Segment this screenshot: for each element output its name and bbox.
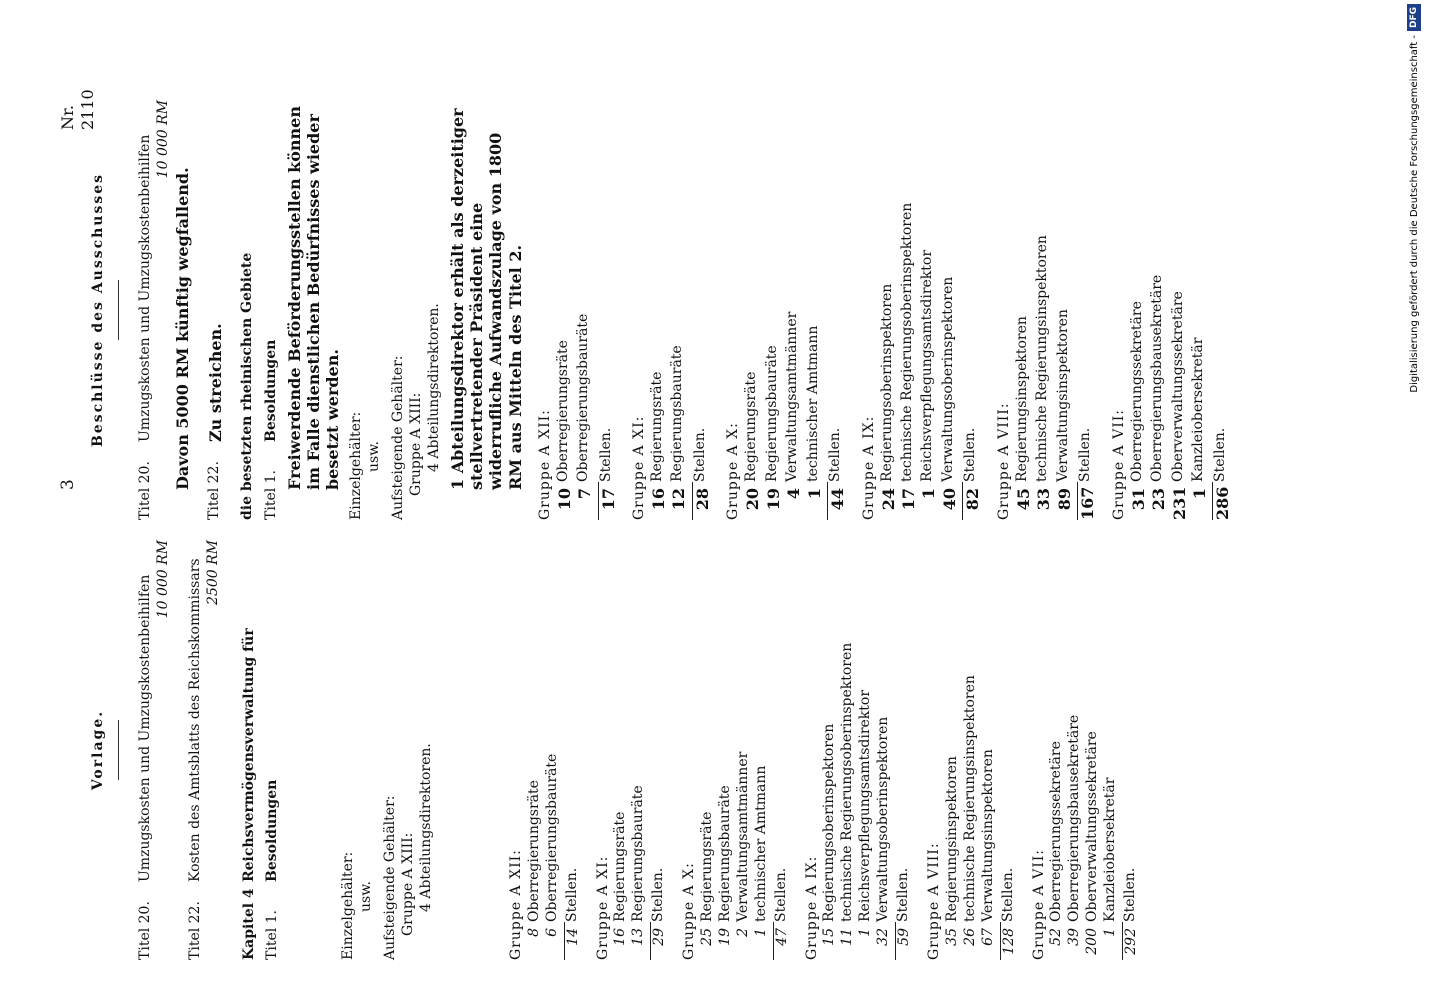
total-count: 14	[564, 922, 583, 960]
item-title: Reichsverpflegungsamtsdirektor	[857, 689, 874, 922]
kapitel-row	[241, 540, 259, 960]
item-title: Regierungsräte	[743, 371, 760, 482]
group-item	[821, 540, 839, 960]
total-count: 44	[827, 482, 848, 520]
item-count: 1	[919, 488, 939, 500]
total-label: Stellen.	[895, 867, 912, 922]
group-title: Gruppe A X:	[681, 862, 698, 960]
item-count: 40	[939, 488, 959, 511]
zulage-note: 1 Abteilungsdirektor erhält als derzeitiger stellvertretender Präsident eine widerrufliche Aufwandszulage von 1800 RM aus Mitteln des Titel 2.	[448, 108, 525, 490]
item-title: Regierungsräte	[699, 811, 716, 922]
einzel-label: Einzelgehälter:	[348, 411, 365, 520]
titel-label: Titel 22.	[205, 461, 222, 520]
group-item	[630, 540, 648, 960]
aufsteigend-label: Aufsteigende Gehälter:	[382, 795, 399, 960]
group-item	[1066, 540, 1084, 960]
item-title: Regierungsräte	[648, 371, 665, 482]
item-count: 25	[699, 928, 716, 946]
item-title: technische Regierungsoberinspektoren	[899, 202, 915, 482]
item-title: Regierungsoberinspektoren	[821, 723, 838, 922]
item-title: Oberregierungsräte	[554, 340, 571, 482]
item-count: 32	[875, 928, 892, 946]
item-count: 89	[1054, 488, 1074, 511]
salary-group	[804, 540, 914, 960]
item-title: Regierungsinspektoren	[1013, 316, 1030, 482]
total-label: Stellen.	[1077, 427, 1094, 482]
group-item	[1034, 100, 1054, 520]
titel-20-row	[137, 100, 173, 520]
group-total	[1000, 540, 1019, 960]
group-item	[805, 100, 825, 520]
titel-text: Zu streichen.	[205, 323, 225, 442]
item-count: 67	[979, 928, 996, 946]
total-count: 59	[895, 922, 914, 960]
salary-group	[861, 100, 984, 520]
column-heading: Beschlüsse des Ausschusses	[90, 172, 106, 448]
item-count: 45	[1013, 488, 1033, 511]
column-heading: Vorlage.	[90, 709, 106, 791]
heading-rule	[118, 280, 119, 340]
item-title: Regierungsbauräte	[669, 345, 686, 482]
salary-group	[681, 540, 791, 960]
item-title: Regierungsräte	[612, 811, 629, 922]
titel-label: Titel 20.	[136, 901, 153, 960]
item-title: Oberregierungsräte	[525, 780, 542, 922]
titel-1-row	[263, 100, 281, 520]
item-count: 16	[612, 928, 629, 946]
group-item	[699, 540, 717, 960]
titel-label: Titel 20.	[136, 461, 153, 520]
group-item	[1055, 100, 1075, 520]
group-item	[1129, 100, 1149, 520]
item-title: technische Regierungsinspektoren	[961, 675, 978, 922]
item-title: Verwaltungsamtmänner	[784, 311, 801, 482]
group-title: Gruppe A XI:	[594, 855, 611, 960]
item-title: Regierungsbauräte	[716, 785, 733, 922]
group-total	[895, 540, 914, 960]
total-label: Stellen.	[1212, 427, 1229, 482]
total-label: Stellen.	[597, 427, 614, 482]
salary-group	[537, 100, 619, 520]
item-title: technischer Amtmann	[752, 765, 769, 922]
group-item	[735, 540, 753, 960]
group-item	[1190, 100, 1210, 520]
item-count: 15	[821, 928, 838, 946]
group-item	[526, 540, 544, 960]
group-item	[784, 100, 804, 520]
item-count: 200	[1084, 928, 1101, 955]
group-title: Gruppe A VII:	[1110, 409, 1127, 520]
titel-label: Titel 22.	[186, 901, 203, 960]
einzel-label: Einzelgehälter:	[340, 851, 357, 960]
item-title: Verwaltungsoberinspektoren	[939, 276, 956, 482]
titel-text: Kosten des Amtsblatts des Reichskommissars	[186, 558, 203, 882]
item-title: Oberverwaltungssekretäre	[1169, 291, 1186, 482]
item-count: 1	[752, 928, 769, 937]
group-item	[875, 540, 893, 960]
group-title: Gruppe A IX:	[860, 415, 877, 520]
group-item	[649, 100, 669, 520]
titel-22-row	[187, 540, 223, 960]
item-count: 16	[648, 488, 668, 511]
group-title: Gruppe A XII:	[536, 409, 553, 520]
item-count: 26	[961, 928, 978, 946]
item-count: 19	[716, 928, 733, 946]
group-item	[544, 540, 562, 960]
group-title: Gruppe A XIII:	[408, 392, 425, 496]
item-title: Verwaltungsoberinspektoren	[875, 716, 892, 922]
group-item: 4 Abteilungsdirektoren.	[417, 743, 434, 912]
salary-group	[595, 540, 670, 960]
group-total	[650, 540, 669, 960]
salary-group	[926, 540, 1019, 960]
item-count: 31	[1128, 488, 1148, 511]
item-title: Oberregierungsbausekretäre	[1066, 714, 1083, 922]
group-item	[980, 540, 998, 960]
item-title: Regierungsoberinspektoren	[878, 283, 895, 482]
item-title: Oberverwaltungssekretäre	[1084, 731, 1101, 922]
group-item	[575, 100, 595, 520]
group-item	[919, 100, 939, 520]
total-count: 292	[1122, 922, 1141, 960]
titel-amount: 10 000 RM	[154, 540, 171, 619]
group-total	[962, 100, 983, 520]
davon-note: Davon 5000 RM künftig wegfallend.	[172, 167, 192, 490]
item-title: Verwaltungsinspektoren	[1054, 309, 1071, 482]
titel-text: Besoldungen	[264, 779, 281, 882]
item-count: 7	[575, 488, 595, 500]
item-count: 24	[878, 488, 898, 511]
group-item	[940, 100, 960, 520]
item-count: 35	[943, 928, 960, 946]
total-count: 128	[1000, 922, 1019, 960]
group-list	[508, 540, 1141, 960]
total-count: 28	[692, 482, 713, 520]
group-title: Gruppe A VIII:	[926, 842, 942, 960]
aufsteigend-label: Aufsteigende Gehälter:	[390, 355, 407, 520]
group-list	[537, 100, 1234, 520]
total-label: Stellen.	[691, 427, 708, 482]
titel-text: Besoldungen	[263, 339, 279, 442]
kapitel-text: Reichsvermögensverwaltung für	[240, 628, 257, 882]
item-count: 12	[669, 488, 689, 511]
item-title: Kanzleiobersekretär	[1102, 777, 1119, 922]
group-title: Gruppe A XI:	[631, 415, 648, 520]
usw-text: usw.	[366, 441, 383, 472]
titel-amount: 10 000 RM	[154, 100, 171, 179]
column-vorlage	[40, 540, 1141, 960]
total-label: Stellen.	[563, 867, 580, 922]
item-count: 1	[1189, 488, 1209, 500]
group-item	[1170, 100, 1190, 520]
item-title: Kanzleiobersekretär	[1189, 337, 1206, 482]
salary-group	[508, 540, 583, 960]
dfg-sidebar	[1402, 4, 1426, 394]
total-label: Stellen.	[827, 427, 844, 482]
item-title: technischer Amtmann	[804, 325, 821, 482]
usw-text: usw.	[358, 881, 375, 912]
group-title: Gruppe A IX:	[803, 855, 820, 960]
titel-label: Titel 1.	[264, 909, 281, 960]
group-total	[598, 100, 619, 520]
titel-text: Umzugskosten und Umzugskostenbeihilfen	[136, 134, 153, 442]
rotated-page	[40, 89, 1370, 960]
group-total	[1077, 100, 1098, 520]
titel-1-row	[264, 540, 282, 960]
group-item: 4 Abteilungsdirektoren.	[426, 303, 443, 472]
item-count: 19	[763, 488, 783, 511]
total-count: 167	[1077, 482, 1098, 520]
total-count: 82	[962, 482, 983, 520]
group-item	[612, 540, 630, 960]
group-item	[962, 540, 980, 960]
group-item	[899, 100, 919, 520]
item-count: 231	[1169, 486, 1189, 520]
item-count: 1	[804, 488, 824, 500]
group-item	[1014, 100, 1034, 520]
item-title: Verwaltungsamtmänner	[734, 751, 751, 922]
total-count: 286	[1212, 482, 1233, 520]
titel-amount: 2500 RM	[204, 540, 221, 605]
group-title: Gruppe A XII:	[507, 849, 524, 960]
dfg-logo: DFG	[1407, 4, 1421, 31]
dfg-credit-text: Digitalisierung gefördert durch die Deutsche Forschungsgemeinschaft -	[1408, 35, 1420, 393]
titel-label: Titel 1.	[263, 469, 279, 520]
item-count: 17	[899, 488, 918, 511]
group-item	[879, 100, 899, 520]
titel-20-row	[137, 540, 173, 960]
item-title: Oberregierungssekretäre	[1048, 741, 1065, 922]
item-title: Regierungsbauräte	[630, 785, 647, 922]
group-item	[857, 540, 875, 960]
salary-group	[1111, 100, 1234, 520]
salary-group	[725, 100, 848, 520]
group-item	[1102, 540, 1120, 960]
salary-group	[1031, 540, 1141, 960]
total-label: Stellen.	[962, 427, 979, 482]
group-title: Gruppe A XIII:	[400, 832, 417, 936]
item-count: 13	[630, 928, 647, 946]
document-number: Nr. 2110	[58, 89, 98, 130]
item-title: Oberregierungsbauräte	[575, 313, 592, 482]
group-item	[753, 540, 771, 960]
group-total	[773, 540, 792, 960]
salary-group	[996, 100, 1099, 520]
group-total	[692, 100, 713, 520]
group-item	[944, 540, 962, 960]
item-title: Oberregierungssekretäre	[1128, 301, 1145, 482]
titel-text: Umzugskosten und Umzugskostenbeihilfen	[136, 574, 153, 882]
page-number: 3	[58, 479, 78, 490]
item-count: 52	[1048, 928, 1065, 946]
group-item	[839, 540, 857, 960]
item-count: 10	[554, 488, 574, 511]
item-count: 20	[743, 488, 763, 511]
group-total	[564, 540, 583, 960]
group-total	[1212, 100, 1233, 520]
item-title: Oberregierungsbausekretäre	[1149, 274, 1166, 482]
group-item	[1084, 540, 1102, 960]
heading-rule	[118, 720, 119, 780]
total-count: 29	[650, 922, 669, 960]
total-count: 47	[773, 922, 792, 960]
item-count: 6	[543, 928, 560, 937]
item-count: 23	[1149, 488, 1169, 511]
item-count: 8	[525, 928, 542, 937]
item-title: Oberregierungsbauräte	[543, 753, 560, 922]
item-count: 1	[1102, 928, 1119, 937]
group-item	[764, 100, 784, 520]
item-count: 39	[1066, 928, 1083, 946]
group-title: Gruppe A X:	[725, 422, 742, 520]
item-count: 1	[857, 928, 874, 937]
item-title: Reichsverpflegungsamtsdirektor	[919, 249, 936, 482]
beförderung-note: Freiwerdende Beförderungsstellen können im Falle dienstlichen Bedürfnisses wieder besetzt werden.	[284, 106, 343, 490]
total-label: Stellen.	[1122, 867, 1139, 922]
item-title: Regierungsbauräte	[763, 345, 780, 482]
group-item	[1048, 540, 1066, 960]
group-item	[1149, 100, 1169, 520]
item-count: 2	[734, 928, 751, 937]
salary-group	[631, 100, 713, 520]
group-item	[555, 100, 575, 520]
kapitel-continuation: die besetzten rheinischen Gebiete	[239, 252, 256, 520]
group-item	[743, 100, 763, 520]
total-label: Stellen.	[772, 867, 789, 922]
item-count: 11	[839, 928, 856, 946]
total-label: Stellen.	[650, 867, 667, 922]
group-title: Gruppe A VII:	[1030, 849, 1047, 960]
total-count: 17	[598, 482, 619, 520]
group-item	[717, 540, 735, 960]
titel-22-row	[206, 100, 225, 520]
item-count: 4	[784, 488, 804, 500]
item-title: Verwaltungsinspektoren	[979, 749, 996, 922]
total-label: Stellen.	[999, 867, 1016, 922]
group-total	[827, 100, 848, 520]
item-count: 33	[1034, 488, 1054, 511]
item-title: Regierungsinspektoren	[943, 756, 960, 922]
item-title: technische Regierungsoberinspektoren	[839, 642, 856, 922]
column-beschluesse	[40, 100, 1234, 520]
group-total	[1122, 540, 1141, 960]
group-title: Gruppe A VIII:	[995, 402, 1012, 520]
group-item	[669, 100, 689, 520]
kapitel-label: Kapitel 4	[240, 888, 257, 960]
item-title: technische Regierungsinspektoren	[1034, 235, 1051, 482]
